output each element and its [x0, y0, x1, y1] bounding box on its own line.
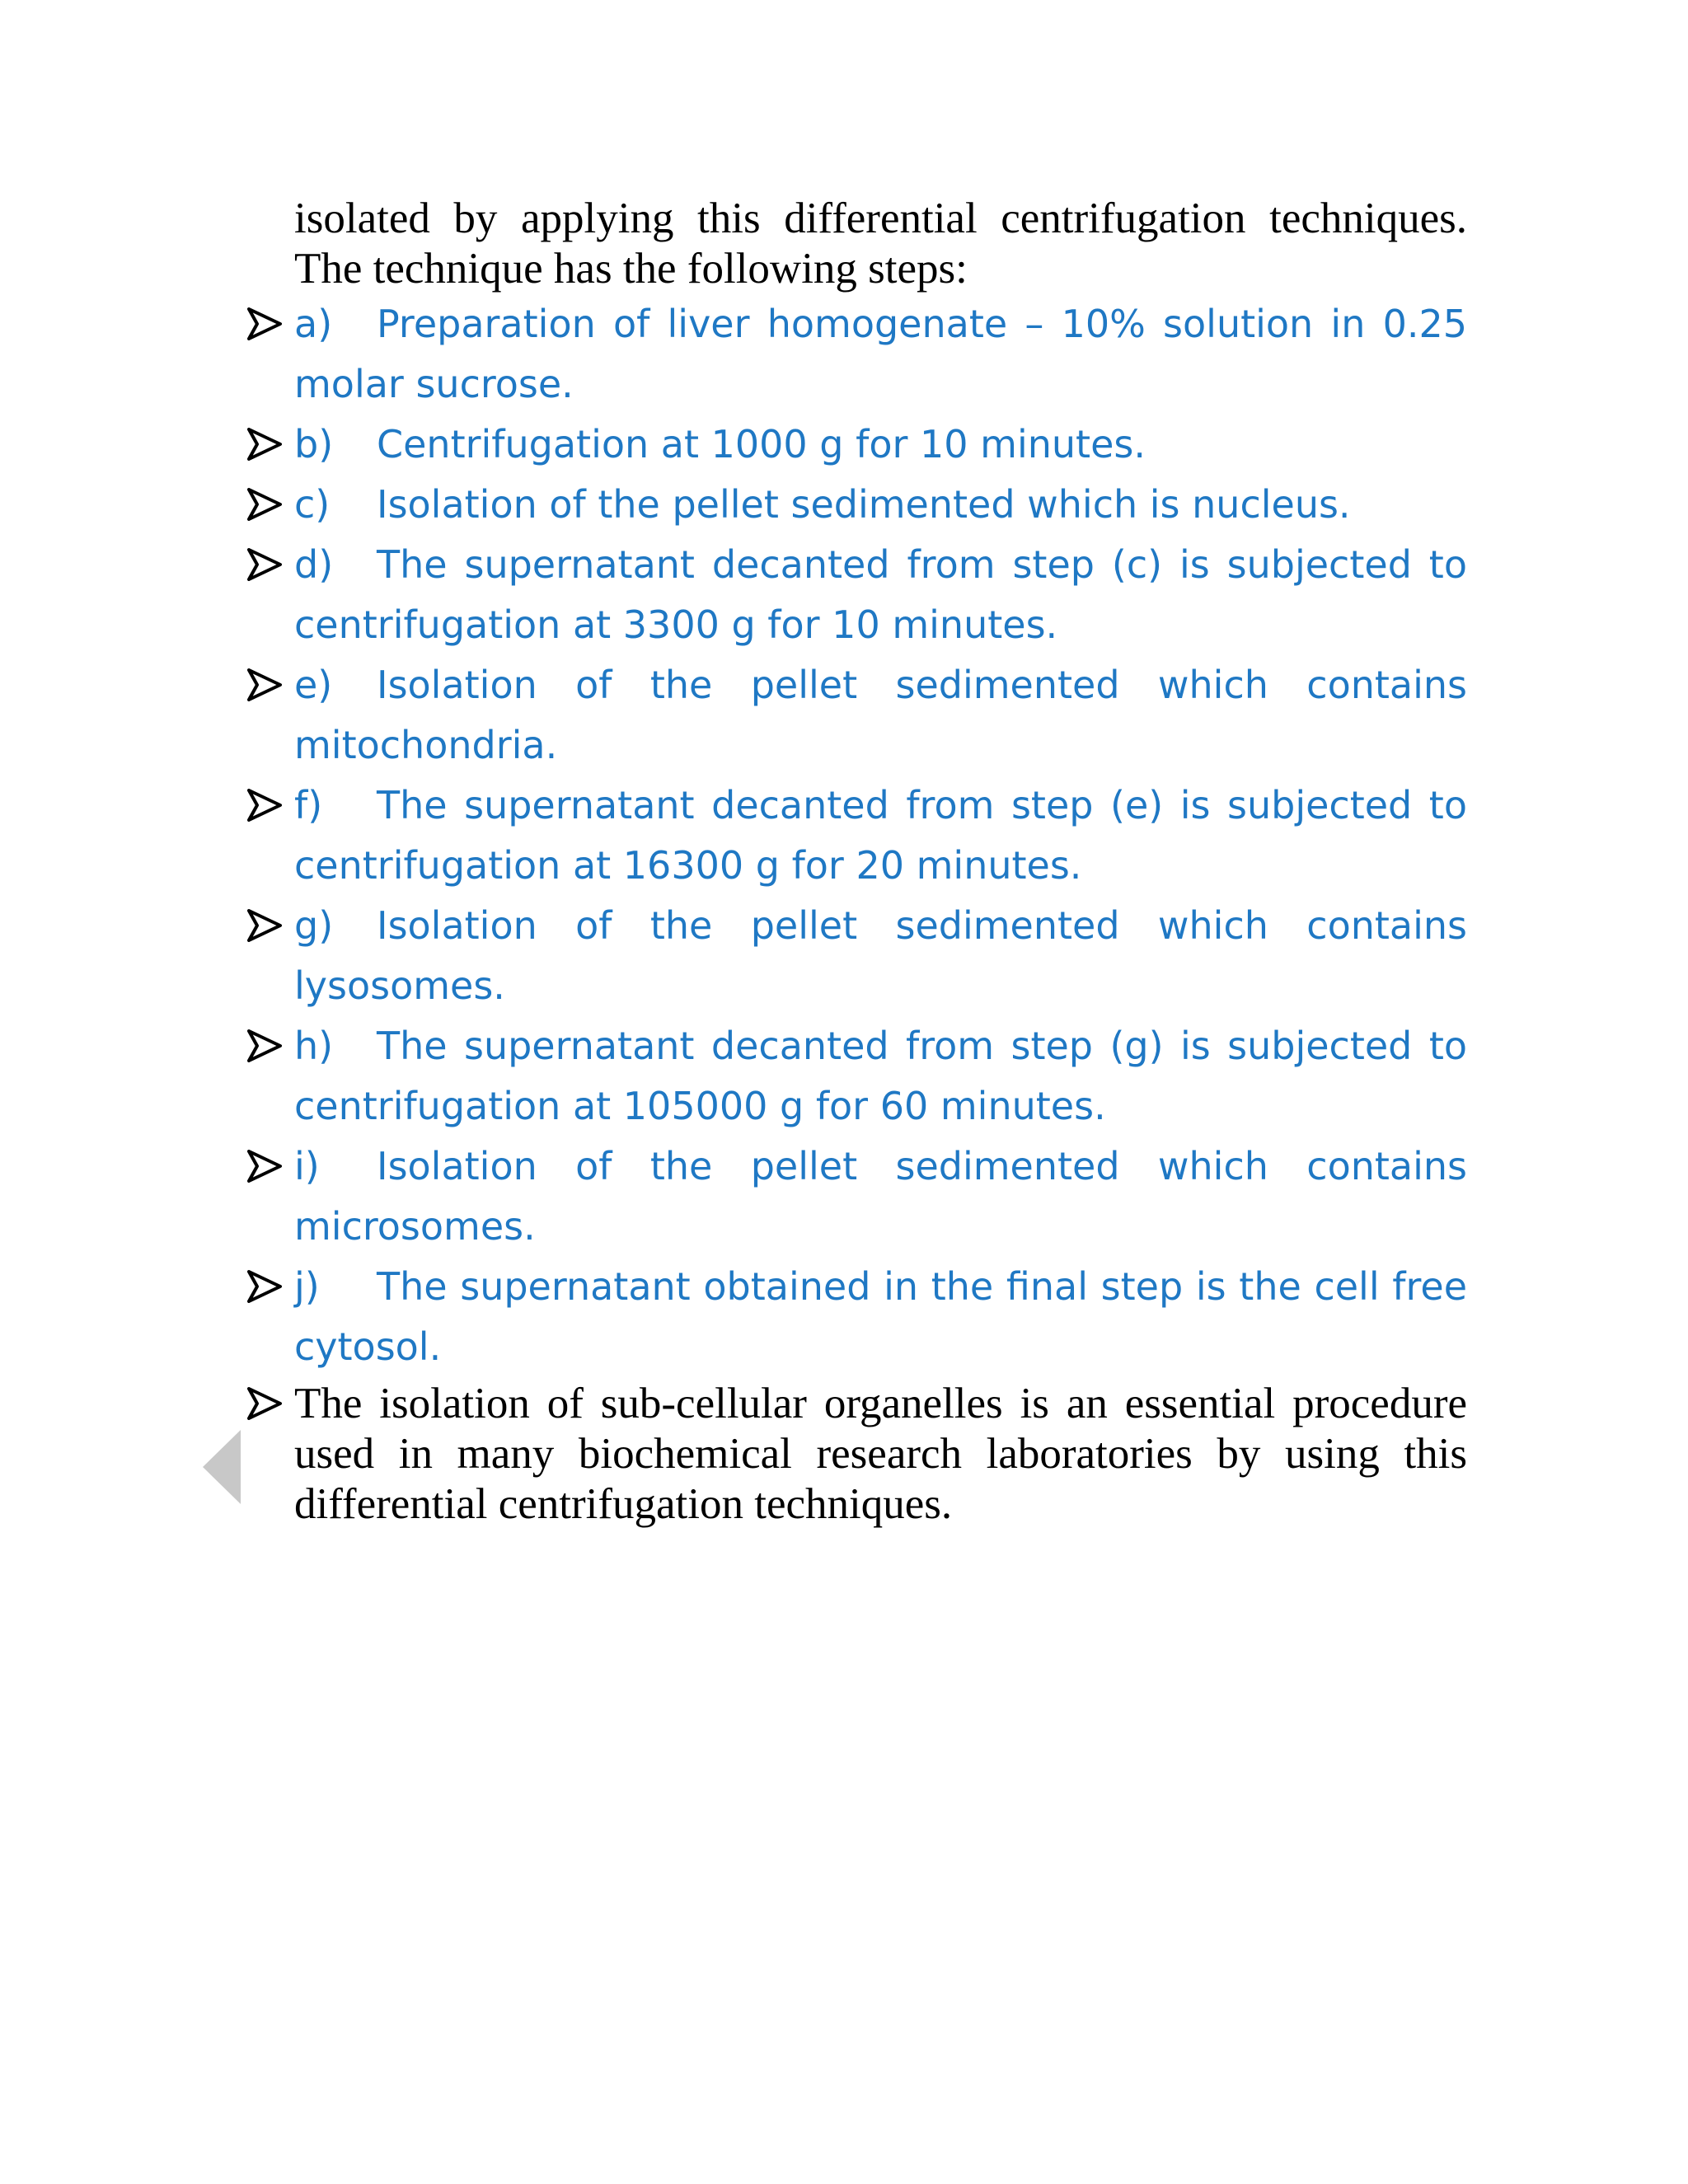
step-label: f)	[294, 783, 323, 827]
step-text: Preparation of liver homogenate – 10% solution in 0.25 molar sucrose.	[294, 302, 1467, 406]
step-text: Isolation of the pellet sedimented which contains mitochondria.	[294, 663, 1467, 767]
step-label: c)	[294, 482, 331, 527]
page-content	[247, 194, 1467, 1530]
arrowhead-bullet-icon	[247, 1029, 282, 1062]
step-text: The supernatant decanted from step (e) is subjected to centrifugation at 16300 g for 20 minutes.	[294, 783, 1467, 888]
list-item	[247, 415, 1467, 475]
list-item	[247, 896, 1467, 1016]
arrowhead-bullet-icon	[247, 1150, 282, 1183]
step-label: d)	[294, 542, 334, 587]
list-item	[247, 1016, 1467, 1137]
arrowhead-bullet-icon	[247, 668, 282, 701]
step-label: j)	[294, 1264, 320, 1309]
step-label: e)	[294, 663, 333, 707]
step-text: Isolation of the pellet sedimented which contains microsomes.	[294, 1144, 1467, 1249]
list-item	[247, 1137, 1467, 1257]
arrowhead-bullet-icon	[247, 428, 282, 461]
arrowhead-bullet-icon	[247, 909, 282, 942]
list-item	[247, 535, 1467, 655]
step-label: b)	[294, 422, 334, 466]
step-label: a)	[294, 302, 333, 346]
closing-paragraph	[247, 1379, 1467, 1530]
step-text: Isolation of the pellet sedimented which contains lysosomes.	[294, 903, 1467, 1008]
list-item	[247, 1257, 1467, 1377]
arrowhead-bullet-icon	[247, 1387, 282, 1420]
step-label: h)	[294, 1024, 334, 1068]
closing-text: The isolation of sub-cellular organelles is an essential procedure used in many biochemical research laboratories by using this differential centrifugation techniques.	[294, 1380, 1467, 1528]
step-label: i)	[294, 1144, 320, 1188]
arrowhead-bullet-icon	[247, 488, 282, 521]
list-item	[247, 294, 1467, 415]
list-item	[247, 655, 1467, 776]
arrowhead-bullet-icon	[247, 307, 282, 340]
arrowhead-bullet-icon	[247, 789, 282, 822]
previous-page-button[interactable]	[203, 1430, 242, 1504]
previous-page-icon	[203, 1430, 242, 1504]
step-text: The supernatant decanted from step (c) is subjected to centrifugation at 3300 g for 10 minutes.	[294, 542, 1467, 647]
list-item	[247, 475, 1467, 535]
arrowhead-bullet-icon	[247, 548, 282, 581]
arrowhead-bullet-icon	[247, 1270, 282, 1303]
steps-list	[247, 294, 1467, 1377]
step-text: The supernatant obtained in the final step is the cell free cytosol.	[294, 1264, 1467, 1369]
list-item	[247, 776, 1467, 896]
step-text: Isolation of the pellet sedimented which is nucleus.	[377, 482, 1351, 527]
intro-paragraph: isolated by applying this differential centrifugation techniques. The technique has the following steps:	[294, 194, 1467, 293]
step-text: The supernatant decanted from step (g) is subjected to centrifugation at 105000 g for 60 minutes.	[294, 1024, 1467, 1128]
step-label: g)	[294, 903, 334, 948]
step-text: Centrifugation at 1000 g for 10 minutes.	[377, 422, 1146, 466]
